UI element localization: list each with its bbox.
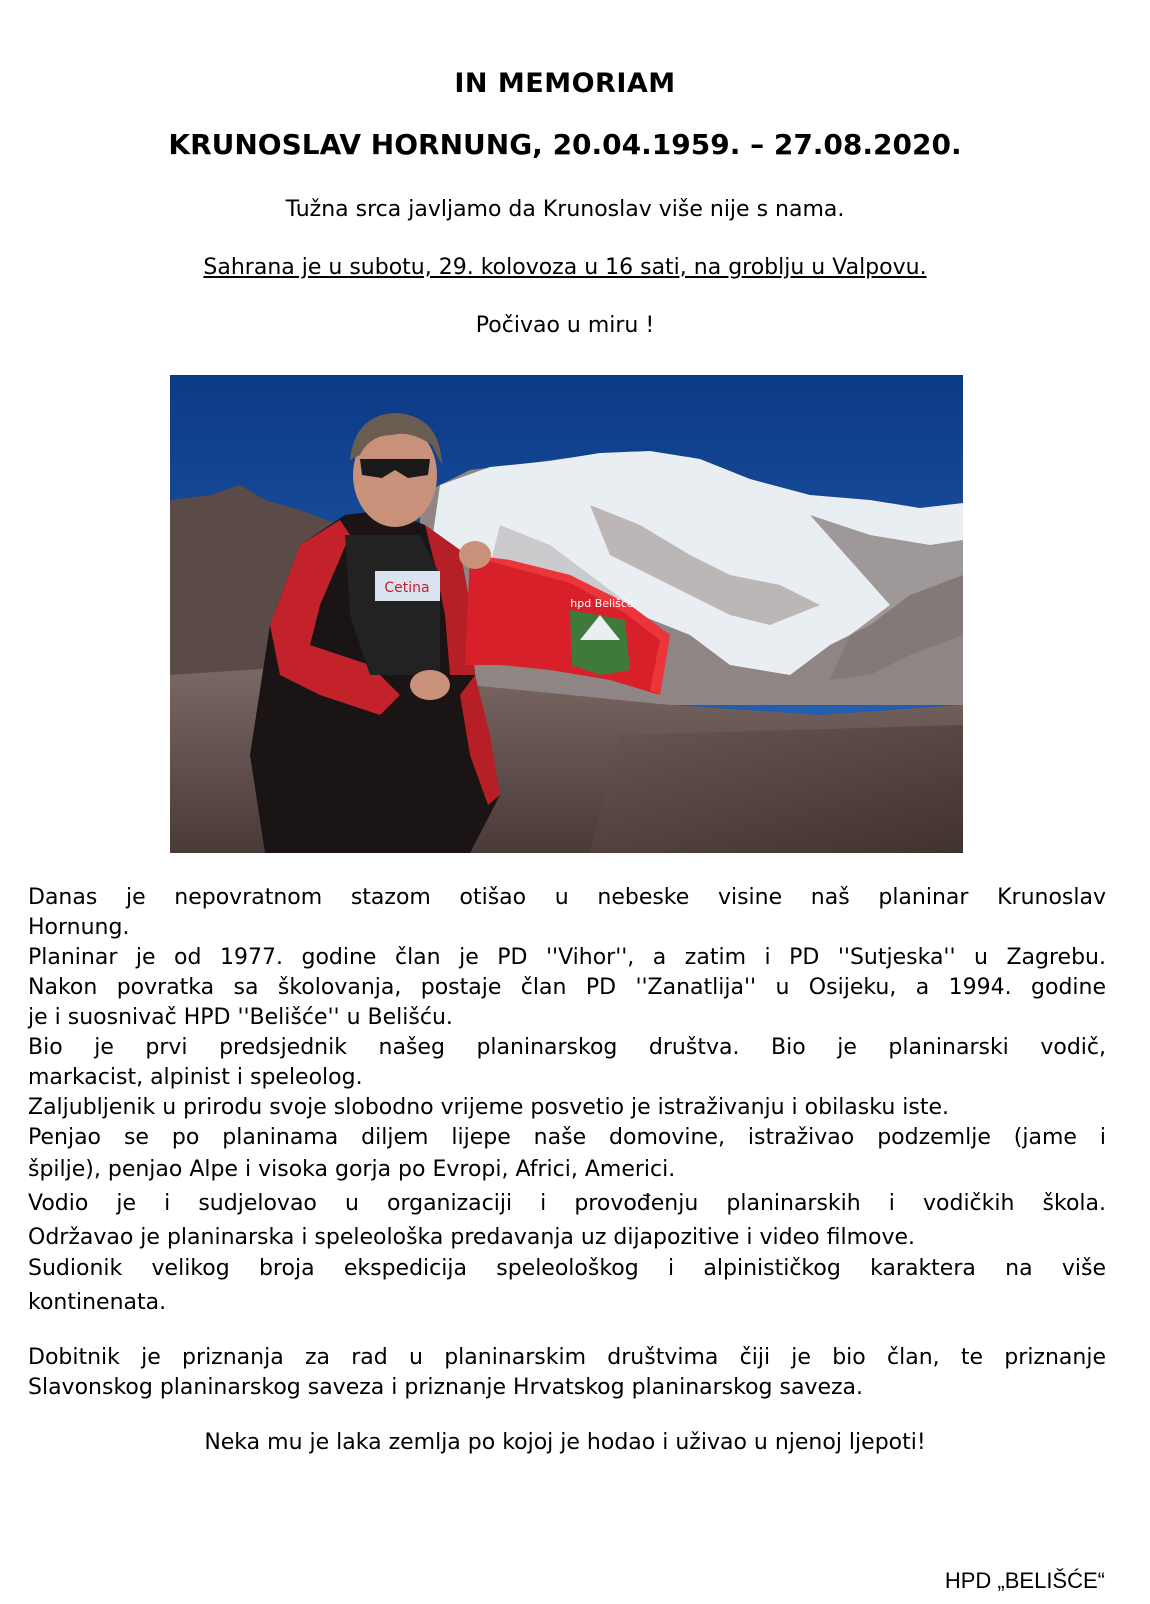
bio-line: je i suosnivač HPD ''Belišće'' u Belišću. (28, 1005, 453, 1030)
bio-line: Slavonskog planinarskog saveza i priznanje Hrvatskog planinarskog saveza. (28, 1375, 864, 1400)
bio-line: Bio je prvi predsjednik našeg planinarskog društva. Bio je planinarski vodič, (28, 1035, 1106, 1060)
signature: HPD „BELIŠĆE“ (944, 1568, 1105, 1593)
bio-line: Zaljubljenik u prirodu svoje slobodno vrijeme posvetio je istraživanju i obilasku iste. (28, 1095, 949, 1120)
closing-text: Neka mu je laka zemlja po kojoj je hodao i uživao u njenoj ljepoti! (204, 1430, 926, 1455)
bio-line: špilje), penjao Alpe i visoka gorja po Evropi, Africi, Americi. (28, 1157, 676, 1182)
memorial-photo (170, 375, 963, 853)
bio-line: markacist, alpinist i speleolog. (28, 1065, 363, 1090)
bio-line: Vodio je i sudjelovao u organizaciji i provođenju planinarskih i vodičkih škola. (28, 1191, 1106, 1216)
bio-line: Nakon povratka sa školovanja, postaje član PD ''Zanatlija'' u Osijeku, a 1994. godine (28, 975, 1106, 1000)
bio-line: Penjao se po planinama diljem lijepe naše domovine, istraživao podzemlje (jame i (28, 1125, 1106, 1150)
announcement-text: Tužna srca javljamo da Krunoslav više nije s nama. (285, 197, 845, 222)
bio-line: kontinenata. (28, 1290, 167, 1315)
bio-line: Danas je nepovratnom stazom otišao u nebeske visine naš planinar Krunoslav (28, 885, 1106, 910)
memorial-title: IN MEMORIAM (454, 68, 676, 99)
flag-text: hpd Belišće (570, 597, 634, 610)
bio-line: Planinar je od 1977. godine član je PD ''Vihor'', a zatim i PD ''Sutjeska'' u Zagrebu. (28, 945, 1106, 970)
shirt-logo-text: Cetina (384, 580, 430, 596)
biography-paragraph (28, 883, 1106, 1255)
funeral-info: Sahrana je u subotu, 29. kolovoza u 16 sati, na groblju u Valpovu. (203, 255, 927, 280)
name-and-dates: KRUNOSLAV HORNUNG, 20.04.1959. – 27.08.2020. (168, 128, 962, 161)
awards-paragraph (28, 1343, 1106, 1403)
bio-line: Sudionik velikog broja ekspedicija speleološkog i alpinističkog karaktera na više (28, 1256, 1106, 1281)
bio-line: Održavao je planinarska i speleološka predavanja uz dijapozitive i video filmove. (28, 1225, 916, 1250)
bio-line: Dobitnik je priznanja za rad u planinarskim društvima čiji je bio član, te priznanje (28, 1345, 1106, 1370)
rest-in-peace-text: Počivao u miru ! (475, 313, 655, 338)
expeditions-paragraph (28, 1252, 1106, 1320)
bio-line: Hornung. (28, 915, 130, 940)
